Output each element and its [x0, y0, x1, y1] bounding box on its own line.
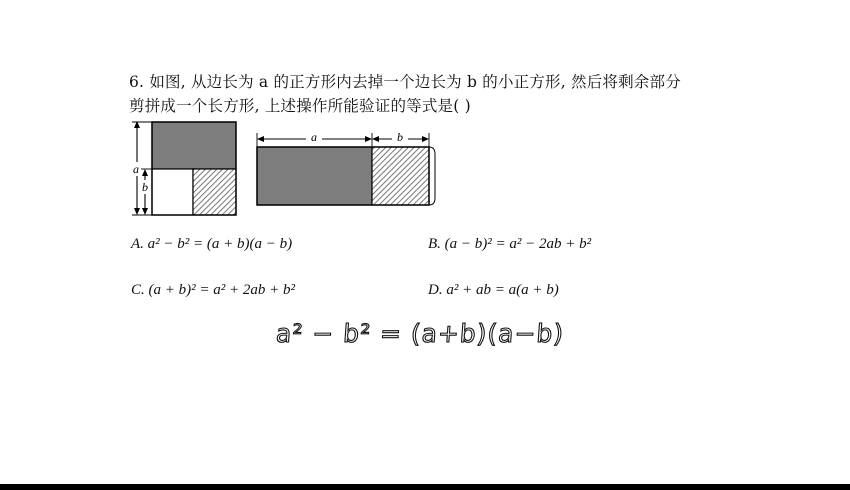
arrow-down-icon: [142, 208, 148, 215]
option-d[interactable]: D. a² + ab = a(a + b): [428, 282, 559, 298]
label-a-left: a: [133, 162, 139, 176]
question-text: [129, 70, 739, 118]
question-line-2: 剪拼成一个长方形, 上述操作所能验证的等式是( ): [129, 97, 471, 115]
arrow-down-icon: [134, 208, 140, 215]
side-brace: [429, 147, 435, 205]
arrow-right-icon: [422, 136, 429, 142]
option-b[interactable]: B. (a − b)² = a² − 2ab + b²: [428, 236, 592, 252]
question-line-1: 6. 如图, 从边长为 a 的正方形内去掉一个边长为 b 的小正方形, 然后将剩余部分: [129, 73, 681, 91]
label-b-top: b: [397, 130, 403, 144]
hatched-end-region: [372, 147, 429, 205]
geometry-figure: [126, 118, 446, 220]
shaded-top-region: [152, 122, 236, 169]
arrow-left-icon: [257, 136, 264, 142]
arrow-left-icon: [372, 136, 379, 142]
arrow-right-icon: [365, 136, 372, 142]
blank-region: [152, 169, 193, 215]
rectangle-figure: [257, 130, 435, 205]
option-c[interactable]: C. (a + b)² = a² + 2ab + b²: [131, 282, 295, 298]
label-b-left: b: [142, 180, 148, 194]
option-a[interactable]: A. a² − b² = (a + b)(a − b): [131, 236, 293, 252]
handwritten-answer: [274, 306, 566, 356]
hatched-region: [193, 169, 236, 215]
square-figure: [129, 121, 236, 215]
shaded-long-region: [257, 147, 372, 205]
handwritten-answer-text: a² − b² = (a+b)(a−b): [275, 319, 566, 348]
label-a-top: a: [311, 130, 317, 144]
